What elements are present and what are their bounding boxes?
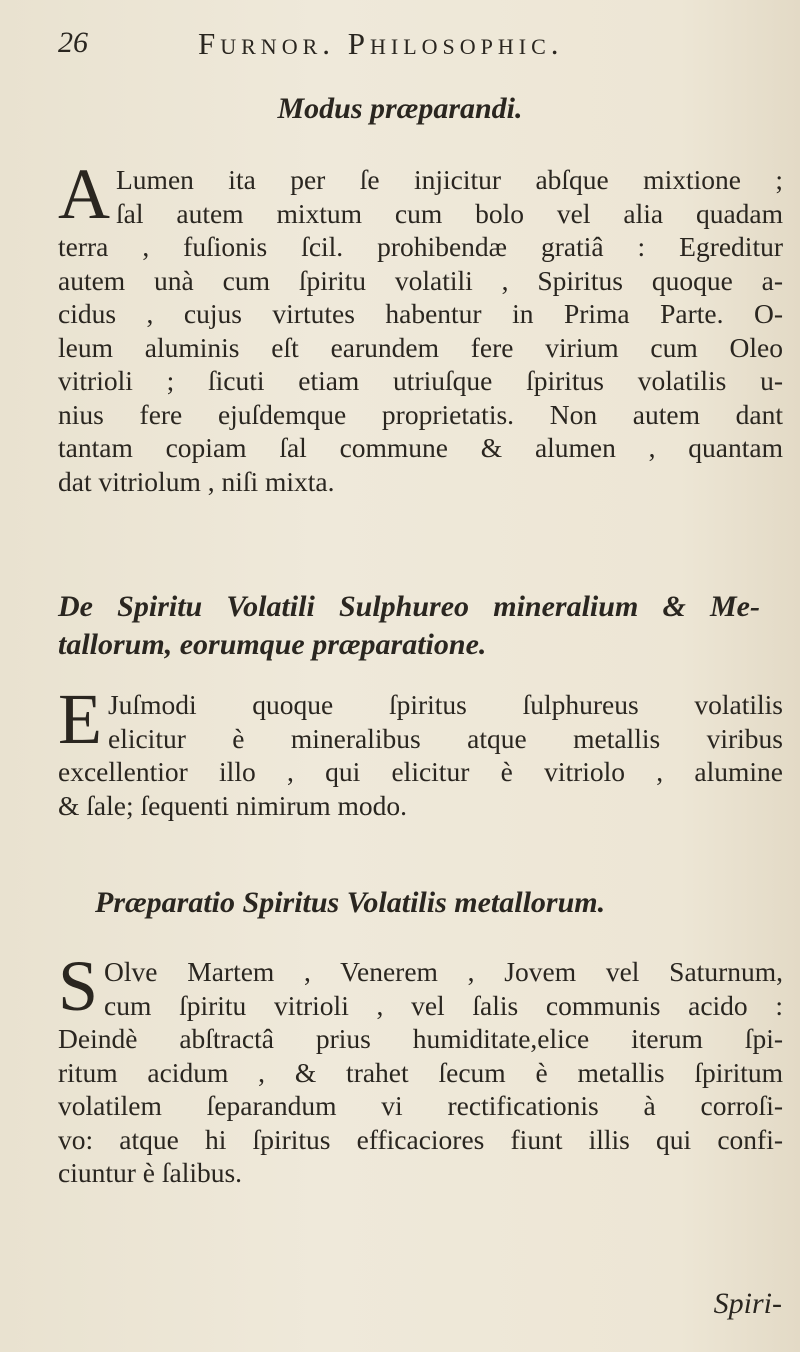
text-line: excellentior illo , qui elicitur è vitriolo , alumine [58, 756, 783, 787]
heading-line: tallorum, eorumque præparatione. [58, 628, 487, 661]
section-heading-de-spiritu [58, 590, 760, 662]
running-head: Furnor. Philosophic. [198, 26, 564, 61]
heading-line: De Spiritu Volatili Sulphureo mineralium & Me- [58, 590, 760, 623]
paragraph-modus [58, 154, 783, 498]
section-heading-modus: Modus præparandi. [277, 92, 523, 125]
text-line: terra , fuſionis ſcil. prohibendæ gratiâ : Egreditur [58, 231, 783, 262]
text-line: Juſmodi quoque ſpiritus ſulphureus volatilis [107, 689, 783, 720]
page-number: 26 [58, 26, 88, 59]
section-heading-praeparatio: Præparatio Spiritus Volatilis metallorum. [95, 886, 606, 919]
text-line: Olve Martem , Venerem , Jovem vel Saturnum, [104, 956, 783, 987]
text-line: vitrioli ; ſicuti etiam utriuſque ſpiritus volatilis u- [58, 365, 783, 396]
text-line: ciuntur è ſalibus. [58, 1157, 243, 1188]
paragraph-de-spiritu [58, 679, 783, 822]
text-line: cum ſpiritu vitrioli , vel ſalis communis acido : [104, 989, 783, 1021]
catchword: Spiri- [713, 1287, 782, 1320]
text-line: volatilem ſeparandum vi rectificationis à corroſi- [58, 1090, 783, 1121]
page-header [58, 18, 760, 68]
drop-cap: S [58, 946, 99, 1026]
text-line: elicitur è mineralibus atque metallis viribus [107, 722, 783, 754]
paragraph-praeparatio [58, 946, 783, 1190]
text-line: Deindè abſtractâ prius humiditate,elice iterum ſpi- [58, 1023, 783, 1054]
drop-cap: E [58, 679, 102, 759]
text-line: Lumen ita per ſe injicitur abſque mixtione ; [116, 164, 783, 195]
text-line: autem unà cum ſpiritu volatili , Spiritus quoque a- [58, 264, 783, 296]
text-line: tantam copiam ſal commune & alumen , quantam [58, 432, 783, 463]
text-line: nius fere ejuſdemque proprietatis. Non autem dant [58, 398, 783, 430]
text-line: dat vitriolum , niſi mixta. [58, 465, 335, 497]
text-line: ſal autem mixtum cum bolo vel alia quadam [116, 197, 783, 229]
drop-cap: A [58, 154, 110, 234]
text-line: ritum acidum , & trahet ſecum è metallis ſpiritum [58, 1056, 783, 1088]
text-line: vo: atque hi ſpiritus efficaciores fiunt illis qui confi- [58, 1123, 783, 1155]
text-line: & ſale; ſequenti nimirum modo. [58, 789, 408, 821]
text-line: leum aluminis eſt earundem fere virium cum Oleo [58, 331, 783, 363]
text-line: cidus , cujus virtutes habentur in Prima Parte. O- [58, 298, 783, 329]
